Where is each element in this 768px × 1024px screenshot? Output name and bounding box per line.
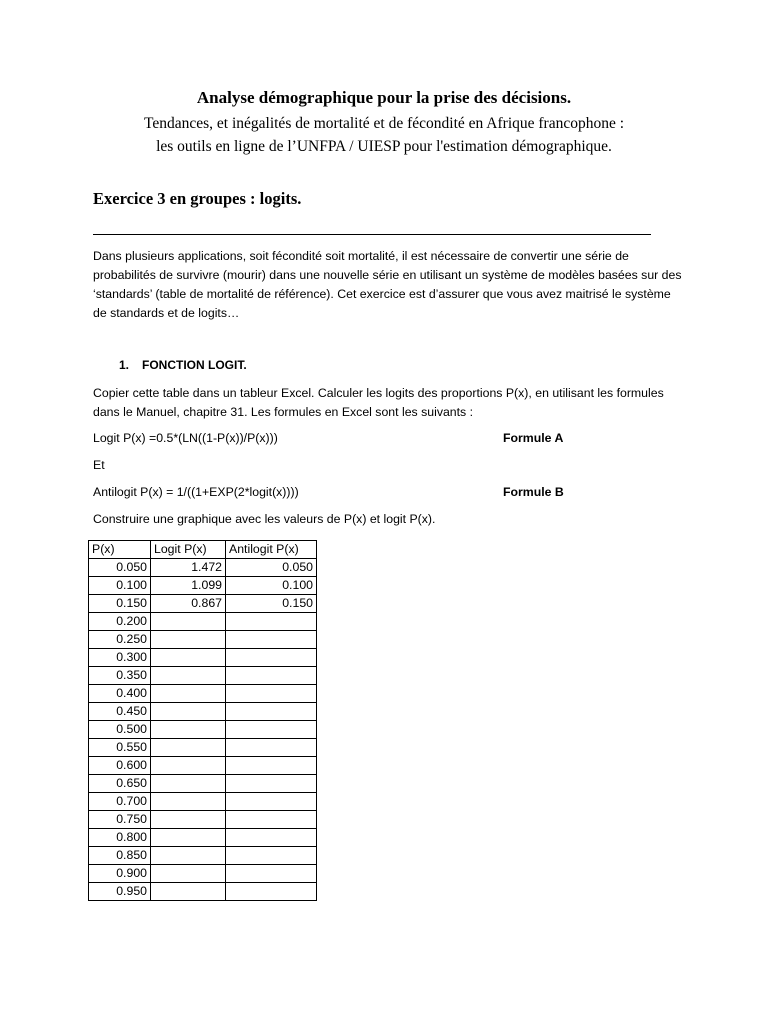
cell-antilogit <box>226 721 317 739</box>
table-row <box>89 613 317 631</box>
cell-logit: 0.867 <box>151 595 226 613</box>
cell-px: 0.600 <box>89 757 151 775</box>
table-row <box>89 649 317 667</box>
document-subtitle-line2: les outils en ligne de l’UNFPA / UIESP pour l'estimation démographique. <box>156 138 612 155</box>
column-header-logit: Logit P(x) <box>151 541 226 559</box>
table-row <box>89 667 317 685</box>
cell-logit <box>151 631 226 649</box>
table-row <box>89 703 317 721</box>
table-row <box>89 577 317 595</box>
exercise-title: Exercice 3 en groupes : logits. <box>93 189 302 208</box>
intro-paragraph: Dans plusieurs applications, soit fécondité soit mortalité, il est nécessaire de convertir une série de probabilités de survivre (mourir) dans une nouvelle série en utilisant un système de modèles basées sur des ‘standards’ (table de mortalité de référence). Cet exercice est d’assurer que vous avez maitrisé le système de standards et de logits… <box>93 249 682 320</box>
cell-logit <box>151 739 226 757</box>
cell-logit: 1.099 <box>151 577 226 595</box>
cell-antilogit <box>226 667 317 685</box>
cell-antilogit <box>226 739 317 757</box>
cell-antilogit <box>226 865 317 883</box>
cell-antilogit <box>226 811 317 829</box>
table-row <box>89 883 317 901</box>
cell-logit <box>151 865 226 883</box>
cell-antilogit <box>226 883 317 901</box>
cell-px: 0.400 <box>89 685 151 703</box>
document-subtitle-line1: Tendances, et inégalités de mortalité et de fécondité en Afrique francophone : <box>143 115 625 132</box>
cell-logit <box>151 775 226 793</box>
cell-px: 0.700 <box>89 793 151 811</box>
formula-a-expression: Logit P(x) =0.5*(LN((1-P(x))/P(x))) <box>93 431 278 445</box>
cell-px: 0.250 <box>89 631 151 649</box>
cell-logit <box>151 793 226 811</box>
horizontal-rule <box>93 234 651 235</box>
formula-b-row <box>93 483 673 502</box>
cell-antilogit <box>226 649 317 667</box>
cell-antilogit: 0.150 <box>226 595 317 613</box>
cell-px: 0.300 <box>89 649 151 667</box>
cell-px: 0.200 <box>89 613 151 631</box>
cell-antilogit <box>226 631 317 649</box>
cell-px: 0.750 <box>89 811 151 829</box>
table-row <box>89 829 317 847</box>
cell-logit <box>151 703 226 721</box>
graph-instruction: Construire une graphique avec les valeurs de P(x) et logit P(x). <box>93 512 436 526</box>
cell-logit <box>151 829 226 847</box>
cell-px: 0.150 <box>89 595 151 613</box>
cell-px: 0.900 <box>89 865 151 883</box>
cell-antilogit <box>226 703 317 721</box>
cell-antilogit <box>226 613 317 631</box>
cell-px: 0.850 <box>89 847 151 865</box>
column-header-px: P(x) <box>89 541 151 559</box>
cell-logit <box>151 613 226 631</box>
cell-antilogit <box>226 775 317 793</box>
table-header-row <box>89 541 317 559</box>
connector-text: Et <box>93 458 105 472</box>
logit-table <box>88 540 317 901</box>
section-number: 1. <box>119 358 130 372</box>
cell-antilogit <box>226 793 317 811</box>
cell-px: 0.950 <box>89 883 151 901</box>
cell-logit <box>151 721 226 739</box>
column-header-antilogit: Antilogit P(x) <box>226 541 317 559</box>
cell-px: 0.050 <box>89 559 151 577</box>
table-row <box>89 865 317 883</box>
section-heading <box>119 356 247 375</box>
cell-logit <box>151 811 226 829</box>
cell-antilogit <box>226 829 317 847</box>
cell-logit <box>151 757 226 775</box>
formula-a-row <box>93 429 673 448</box>
section-heading-text: FONCTION LOGIT. <box>142 358 247 372</box>
cell-logit <box>151 667 226 685</box>
cell-antilogit <box>226 757 317 775</box>
formula-a-label: Formule A <box>503 431 564 445</box>
instructions-paragraph: Copier cette table dans un tableur Excel. Calculer les logits des proportions P(x), en utilisant les formules dans le Manuel, chapitre 31. Les formules en Excel sont les suivants : <box>93 386 664 419</box>
cell-px: 0.650 <box>89 775 151 793</box>
cell-px: 0.100 <box>89 577 151 595</box>
cell-px: 0.800 <box>89 829 151 847</box>
table-row <box>89 847 317 865</box>
document-title: Analyse démographique pour la prise des décisions. <box>196 88 572 107</box>
formula-b-label: Formule B <box>503 485 564 499</box>
cell-logit <box>151 649 226 667</box>
table-row <box>89 631 317 649</box>
table-row <box>89 559 317 577</box>
table-row <box>89 811 317 829</box>
table-row <box>89 775 317 793</box>
table-row <box>89 739 317 757</box>
cell-antilogit <box>226 847 317 865</box>
table-row <box>89 721 317 739</box>
cell-logit <box>151 883 226 901</box>
table-row <box>89 793 317 811</box>
cell-antilogit: 0.100 <box>226 577 317 595</box>
table-row <box>89 757 317 775</box>
cell-logit: 1.472 <box>151 559 226 577</box>
cell-logit <box>151 847 226 865</box>
cell-logit <box>151 685 226 703</box>
table-row <box>89 595 317 613</box>
cell-px: 0.500 <box>89 721 151 739</box>
cell-px: 0.350 <box>89 667 151 685</box>
table-row <box>89 685 317 703</box>
cell-px: 0.450 <box>89 703 151 721</box>
cell-antilogit: 0.050 <box>226 559 317 577</box>
formula-b-expression: Antilogit P(x) = 1/((1+EXP(2*logit(x)))) <box>93 485 299 499</box>
cell-px: 0.550 <box>89 739 151 757</box>
cell-antilogit <box>226 685 317 703</box>
